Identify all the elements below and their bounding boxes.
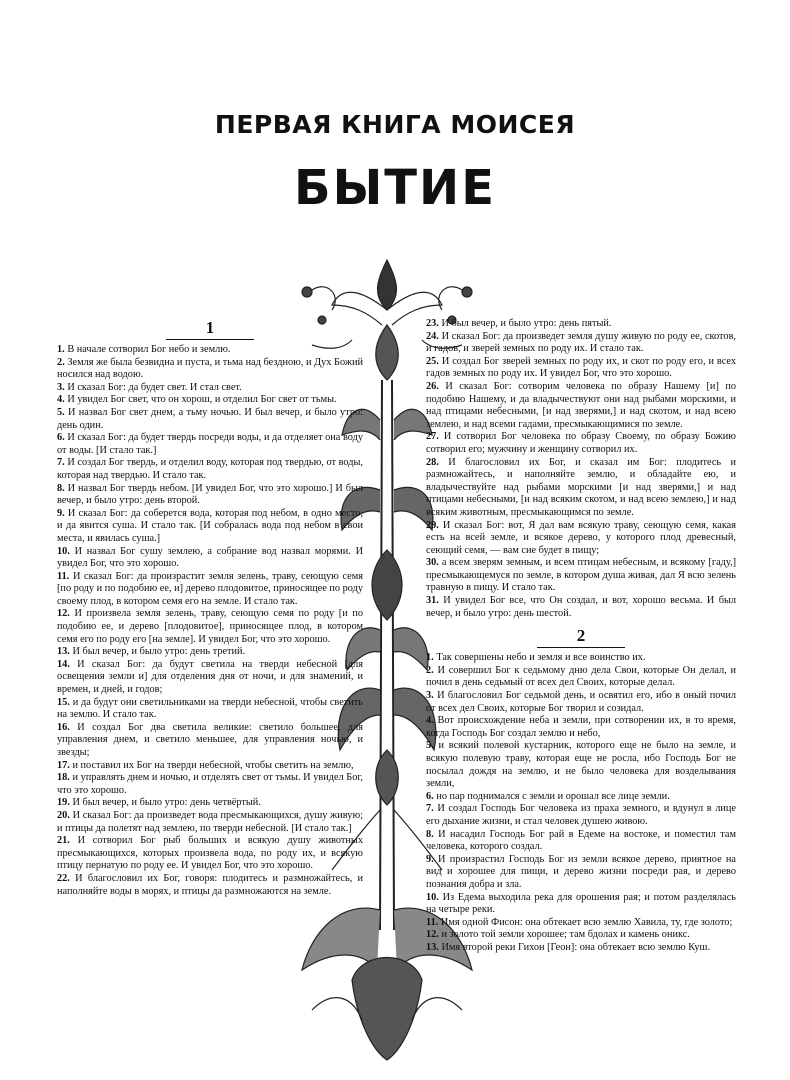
- verse-text: И увидел Бог свет, что он хорош, и отделил Бог свет от тьмы.: [67, 394, 337, 406]
- verse: [426, 431, 736, 456]
- verse-text: но пар поднимался с земли и орошал все лице земли.: [436, 790, 670, 802]
- verse-number: 10.: [426, 891, 439, 903]
- verse-number: 2.: [426, 664, 434, 676]
- verse-text: И сказал Бог: вот, Я дал вам всякую траву, сеющую семя, какая есть на всей земле, и всякое дерево, у которого плод древесный, сеющий семя, — вам сие будет в пищу;: [426, 519, 736, 556]
- verse-number: 22.: [57, 872, 70, 884]
- verse-text: И создал Бог два светила великие: светило большее, для управления днем, и светило меньшее, для управления ночью, и звезды;: [57, 721, 363, 758]
- verse-number: 8.: [426, 828, 434, 840]
- verse-text: И произвела земля зелень, траву, сеющую семя по роду [и по подобию ее, и дерево [плодовитое], приносящее плод, в котором семя его по роду его [на земле]. И увидел Бог, что это хорошо.: [57, 608, 363, 645]
- verse-number: 17.: [57, 759, 70, 771]
- verse-text: И сказал Бог: сотворим человека по образу Нашему [и] по подобию Нашему, и да владычествуют они над рыбами морскими, и над птицами небесными, [и над зверями,] и над скотом, и над всею землею, и над всеми гадами, пресмыкающимися по земле.: [426, 380, 737, 430]
- verse-text: и золото той земли хорошее; там бдолах и камень оникс.: [441, 929, 690, 941]
- verse: [57, 873, 363, 898]
- verse: [57, 835, 363, 873]
- verse-text: И благословил Бог седьмой день, и освятил его, ибо в оный почил от всех дел Своих, которые Бог творил и созидал.: [426, 690, 736, 714]
- verse-text: И назвал Бог твердь небом. [И увидел Бог, что это хорошо.] И был вечер, и было утро: день второй.: [57, 482, 364, 507]
- verse-text: И создал Господь Бог человека из праха земного, и вдунул в лице его дыхание жизни, и стал человек душею живою.: [426, 803, 736, 827]
- book-title: БЫТИЕ: [293, 160, 497, 216]
- verse-number: 29.: [426, 519, 439, 531]
- verse-number: 11.: [57, 570, 70, 582]
- verse-text: И создал Бог твердь, и отделил воду, которая под твердью, от воды, которая над твердью. И стало так.: [57, 457, 363, 481]
- verse-number: 12.: [426, 929, 439, 941]
- left-column: [57, 318, 363, 898]
- verse-number: 10.: [57, 545, 70, 557]
- verse-number: 24.: [426, 330, 439, 342]
- verse-text: И сказал Бог: да будет твердь посреди воды, и да отделяет она воду от воды. [И стало так.]: [57, 432, 363, 456]
- chapter-number: 1: [57, 318, 363, 340]
- verse-number: 16.: [57, 721, 70, 733]
- verse-number: 7.: [57, 457, 65, 469]
- chapter-number: 2: [426, 626, 736, 648]
- verse: [426, 690, 736, 715]
- verse: [426, 829, 736, 854]
- verse: [57, 659, 363, 697]
- verse-text: И благословил их Бог, говоря: плодитесь и размножайтесь, и наполняйте воды в морях, и птицы да размножаются на земле.: [57, 872, 363, 897]
- verse-text: И сказал Бог: да будут светила на тверди небесной [для освещения земли и] для отделения дня от ночи, и для знамений, и времен, и дней, и годов;: [57, 658, 363, 696]
- verse-number: 4.: [426, 715, 434, 727]
- verse: [426, 665, 736, 690]
- verse-text: И сказал Бог: да соберется вода, которая под небом, в одно место, и да явится суша. И стало так. [И собралась вода под небом в свои места, и явилась суша.]: [57, 507, 364, 544]
- verse: [57, 697, 363, 722]
- verse: [426, 557, 736, 595]
- verse: [426, 595, 736, 620]
- verse-text: И насадил Господь Бог рай в Едеме на востоке, и поместил там человека, которого создал.: [426, 828, 737, 853]
- verse-text: Из Едема выходила река для орошения рая; и потом разделялась на четыре реки.: [426, 891, 736, 916]
- verse: [57, 772, 363, 797]
- verse-text: Вот происхождение неба и земли, при сотворении их, в то время, когда Господь Бог создал землю и небо,: [426, 715, 736, 739]
- verse-text: И увидел Бог все, что Он создал, и вот, хорошо весьма. И был вечер, и было утро: день шестой.: [426, 595, 737, 619]
- verse: [57, 571, 363, 609]
- verse-text: и поставил их Бог на тверди небесной, чтобы светить на землю,: [72, 759, 354, 771]
- verse-number: 27.: [426, 431, 439, 443]
- verse-text: Имя второй реки Гихон [Геон]: она обтекает всю землю Куш.: [441, 941, 711, 953]
- verse-text: И совершил Бог к седьмому дню дела Свои, которые Он делал, и почил в день седьмый от всех дел Своих, которые делал.: [426, 664, 737, 689]
- verse-text: и да будут они светильниками на тверди небесной, чтобы светить на землю. И стало так.: [57, 696, 363, 721]
- verse-number: 21.: [57, 835, 70, 847]
- verse-number: 5.: [57, 406, 65, 418]
- verse-text: И сказал Бог: да будет свет. И стал свет.: [67, 381, 242, 393]
- verse-number: 4.: [57, 394, 65, 406]
- verse-number: 9.: [426, 853, 434, 865]
- verse-number: 13.: [57, 646, 70, 658]
- verse-number: 14.: [57, 658, 70, 670]
- verse-text: И сотворил Бог человека по образу Своему, по образу Божию сотворил его; мужчину и женщину сотворил их.: [426, 431, 736, 455]
- verse: [57, 432, 363, 457]
- verse: [426, 356, 736, 381]
- verse-number: 6.: [57, 432, 65, 444]
- verse-text: И создал Бог зверей земных по роду их, и скот по роду его, и всех гадов земных по роду их. И увидел Бог, что это хорошо.: [426, 355, 737, 380]
- verse-number: 13.: [426, 941, 439, 953]
- verse-text: В начале сотворил Бог небо и землю.: [67, 344, 231, 355]
- verse: [426, 740, 736, 790]
- verse: [57, 810, 363, 835]
- verse-list: [426, 318, 736, 620]
- verse-number: 23.: [426, 318, 439, 329]
- verse-text: И благословил их Бог, и сказал им Бог: плодитесь и размножайтесь, и наполняйте землю, и обладайте ею, и владычествуйте над рыбами морскими [и над зверями,] и над птицами небесными, [и над всяким скотом, и над всею землею,] и над всяким животным, пресмыкающимся по земле.: [426, 456, 736, 518]
- verse-text: И сказал Бог: да произрастит земля зелень, траву, сеющую семя [по роду и по подобию ее, и] дерево плодовитое, приносящее по роду своему плод, в котором семя его на земле. И стало так.: [57, 570, 364, 607]
- verse-text: И был вечер, и было утро: день пятый.: [441, 318, 612, 329]
- verse-text: Земля же была безвидна и пуста, и тьма над бездною, и Дух Божий носился над водою.: [57, 356, 363, 381]
- verse-text: И был вечер, и было утро: день четвёртый.: [72, 797, 261, 809]
- verse: [426, 520, 736, 558]
- verse: [426, 803, 736, 828]
- verse: [426, 331, 736, 356]
- verse-number: 5.: [426, 740, 434, 752]
- verse: [57, 394, 363, 407]
- verse: [57, 508, 363, 546]
- verse-number: 8.: [57, 482, 65, 494]
- verse-text: И назвал Бог сушу землею, а собрание вод назвал морями. И увидел Бог, что это хорошо.: [57, 545, 364, 570]
- verse-text: И сотворил Бог рыб больших и всякую душу животных пресмыкающихся, которых произвела вода, по роду их, и всякую птицу пернатую по роду ее. И увидел Бог, что это хорошо.: [57, 835, 363, 872]
- verse-number: 3.: [57, 381, 65, 393]
- verse: [57, 382, 363, 395]
- verse-number: 3.: [426, 690, 434, 702]
- verse-text: Так совершены небо и земля и все воинство их.: [436, 652, 646, 664]
- verse-list: [57, 344, 363, 898]
- verse: [426, 854, 736, 892]
- verse-number: 11.: [426, 916, 439, 928]
- verse-number: 25.: [426, 355, 439, 367]
- verse: [57, 797, 363, 810]
- verse-text: и управлять днем и ночью, и отделять свет от тьмы. И увидел Бог, что это хорошо.: [57, 772, 364, 796]
- verse-list: [426, 652, 736, 954]
- verse: [57, 407, 363, 432]
- book-subtitle: ПЕРВАЯ КНИГА МОИСЕЯ: [214, 110, 576, 139]
- verse: [57, 457, 363, 482]
- verse-text: И был вечер, и было утро: день третий.: [72, 646, 246, 658]
- verse: [426, 318, 736, 331]
- verse: [426, 457, 736, 520]
- verse: [426, 917, 736, 930]
- verse: [426, 715, 736, 740]
- right-column: [426, 318, 736, 955]
- verse: [426, 929, 736, 942]
- verse: [57, 344, 363, 357]
- verse-number: 20.: [57, 809, 70, 821]
- verse: [426, 791, 736, 804]
- verse-number: 18.: [57, 772, 70, 784]
- verse: [57, 546, 363, 571]
- verse: [57, 608, 363, 646]
- verse-number: 1.: [426, 652, 434, 664]
- verse: [57, 483, 363, 508]
- verse: [426, 652, 736, 665]
- verse-text: Имя одной Фисон: она обтекает всю землю Хавила, ту, где золото;: [440, 916, 733, 928]
- verse-number: 26.: [426, 380, 439, 392]
- verse: [57, 357, 363, 382]
- verse: [57, 722, 363, 760]
- verse-number: 28.: [426, 456, 439, 468]
- verse: [426, 942, 736, 955]
- verse-number: 7.: [426, 803, 434, 815]
- verse-text: и всякий полевой кустарник, которого еще не было на земле, и всякую полевую траву, которая еще не росла, ибо Господь Бог не посылал дождя на землю, и не было человека для возделывания земли,: [426, 740, 736, 790]
- verse: [426, 381, 736, 431]
- verse-number: 15.: [57, 696, 70, 708]
- verse-number: 6.: [426, 790, 434, 802]
- verse-number: 30.: [426, 557, 439, 569]
- verse-number: 31.: [426, 595, 439, 607]
- verse-text: И назвал Бог свет днем, а тьму ночью. И был вечер, и было утро: день один.: [57, 406, 363, 431]
- verse-number: 19.: [57, 797, 70, 809]
- verse-number: 1.: [57, 344, 65, 355]
- verse-number: 2.: [57, 356, 65, 368]
- verse: [57, 760, 363, 773]
- verse-text: И сказал Бог: да произведет вода пресмыкающихся, душу живую; и птицы да полетят над землею, по тверди небесной. [И стало так.]: [57, 809, 363, 834]
- verse-text: И произрастил Господь Бог из земли всякое дерево, приятное на вид и хорошее для пищи, и дерево жизни посреди рая, и дерево познания добра и зла.: [426, 853, 736, 890]
- verse-number: 9.: [57, 507, 65, 519]
- verse-text: а всем зверям земным, и всем птицам небесным, и всякому [гаду,] пресмыкающемуся по земле, в котором душа живая, дал Я всю зелень травную в пищу. И стало так.: [426, 557, 736, 594]
- verse-number: 12.: [57, 608, 70, 620]
- verse-text: И сказал Бог: да произведет земля душу живую по роду ее, скотов, и гадов, и зверей земных по роду их. И стало так.: [426, 330, 737, 355]
- verse: [57, 646, 363, 659]
- verse: [426, 892, 736, 917]
